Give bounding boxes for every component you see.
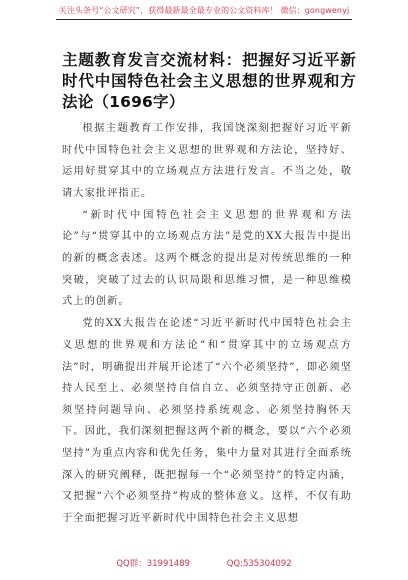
- body-paragraph: 党的XX大报告在论述“习近平新时代中国特色社会主义思想的世界观和方法论”和“贯穿其中的立场观点方法”时，明确提出并展开论述了“六个必须坚持”，即必须坚持人民至上、必须坚持自信自立、必须坚持守正创新、必须坚持问题导向、必须坚持系统观念、必须坚持胸怀天下。因此，我们深刻把握这两个新的概念，要以“六个必须坚持”为重点内容和优先任务，集中力量对其进行全面系统深入的研究阐释，既把握每一个“必须坚持”的特定内涵，又把握“六个必须坚持”构成的整体意义。这样，不仅有助于全面把握习近平新时代中国特色社会主义思想: [62, 318, 352, 524]
- body-paragraph: “新时代中国特色社会主义思想的世界观和方法论”与“贯穿其中的立场观点方法”是党的XX大报告中提出的新的概念表述。这两个概念的提出是对传统思维的一种突破，突破了过去的认识局限和思维习惯，是一种思维模式上的创新。: [62, 209, 352, 308]
- header-divider: [56, 19, 352, 20]
- footer-contact: [0, 557, 408, 569]
- footer-qq-group: QQ群：31991489: [116, 559, 191, 569]
- body-paragraph: 根据主题教育工作安排，我国饶深刻把握好习近平新时代中国特色社会主义思想的世界观和方法论，坚持好、运用好贯穿其中的立场观点方法进行发言。不当之处，敬请大家批评指正。: [62, 123, 352, 199]
- document-title: 主题教育发言交流材料：把握好习近平新时代中国特色社会主义思想的世界观和方法论（1696字）: [62, 51, 356, 111]
- document-body: [62, 118, 352, 530]
- footer-qq: QQ:535304092: [226, 559, 292, 569]
- header-banner: 关注头条号“公文研究”，获得最新最全最专业的公文资料库！ 微信：gongwenyj: [58, 6, 350, 15]
